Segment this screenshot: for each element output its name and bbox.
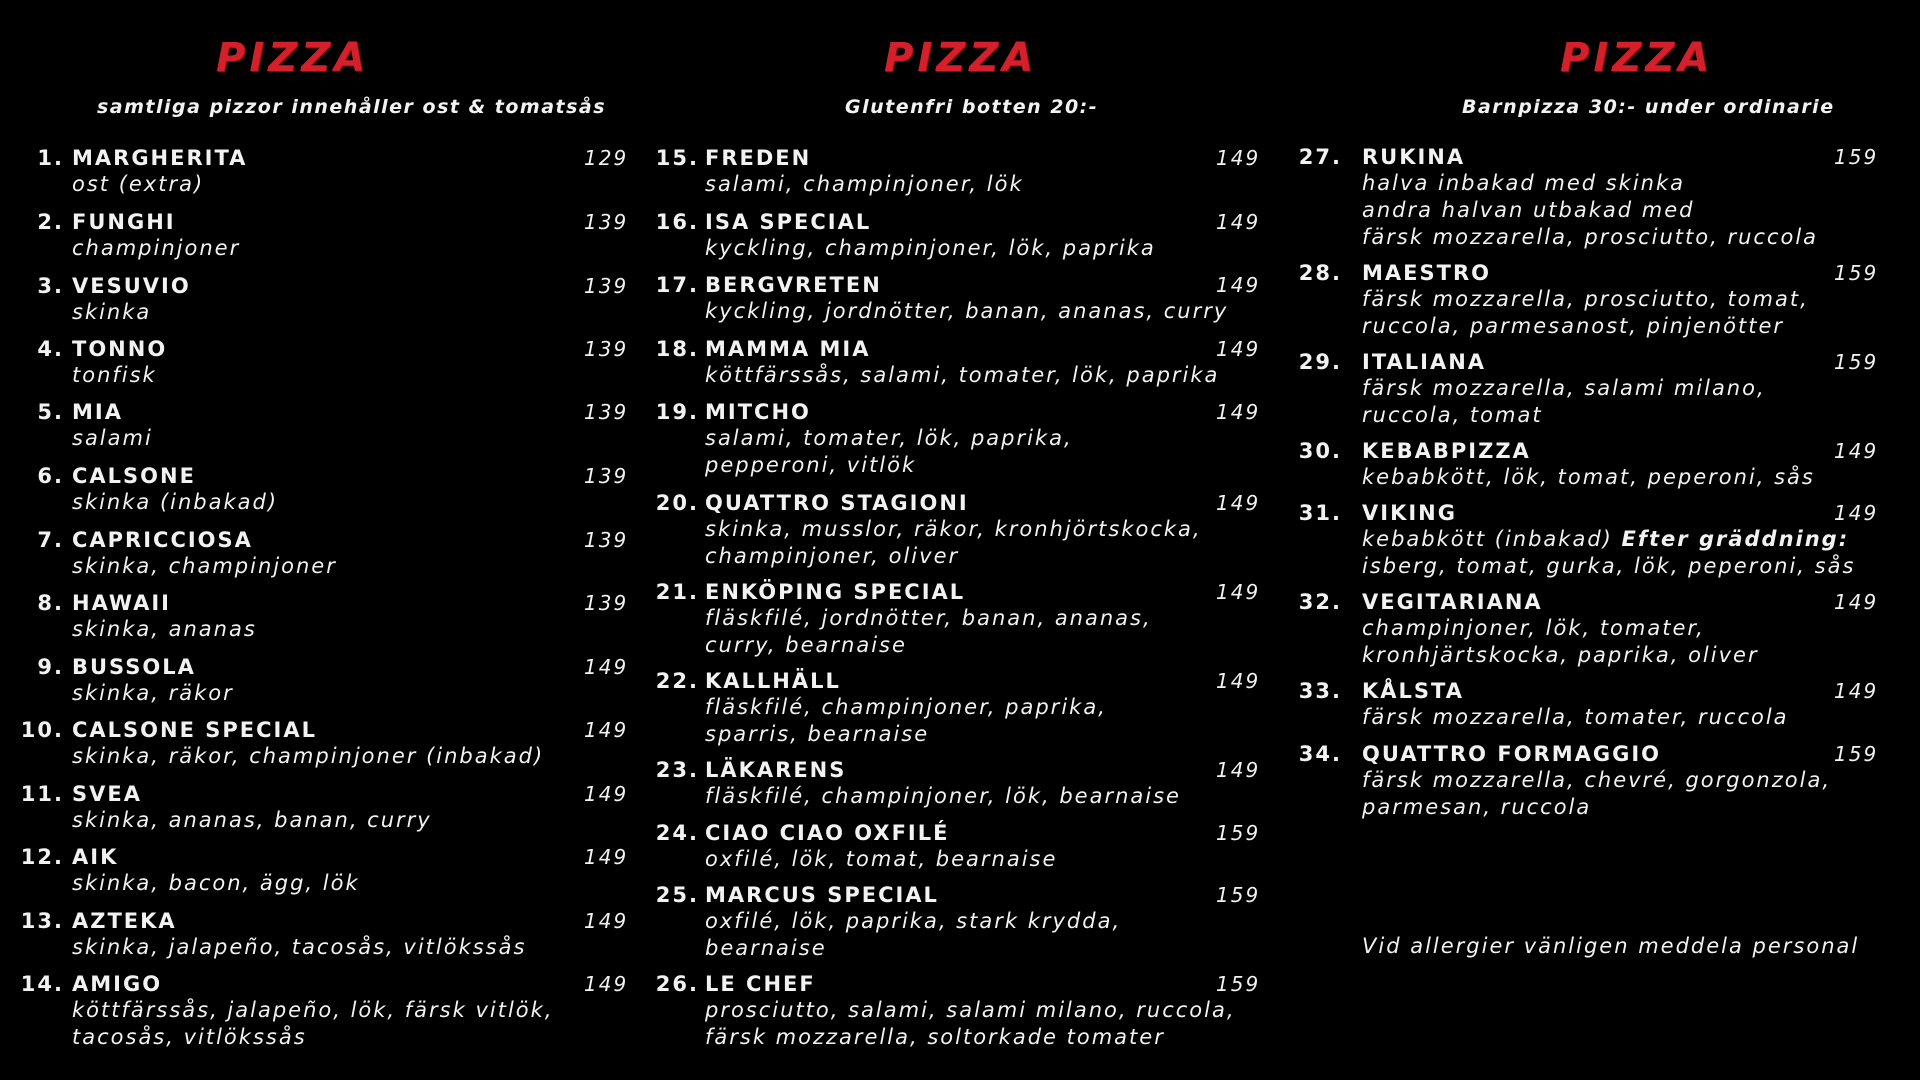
- menu-item: [0, 716, 640, 768]
- item-description: [1362, 526, 1855, 580]
- item-name: LÄKARENS: [705, 758, 847, 782]
- item-price: 139: [584, 274, 629, 298]
- menu-item: [1280, 677, 1920, 729]
- column-heading: PIZZA: [216, 35, 370, 81]
- menu-item: [640, 578, 1280, 657]
- item-name: HAWAII: [72, 591, 171, 615]
- item-name: VIKING: [1362, 501, 1457, 525]
- item-name: KALLHÄLL: [705, 669, 841, 693]
- item-description: kyckling, jordnötter, banan, ananas, curry: [705, 299, 1229, 323]
- item-number: 20.: [655, 491, 699, 515]
- menu-item: [0, 335, 640, 387]
- item-description: champinjoner: [72, 236, 241, 260]
- menu-item: [640, 819, 1280, 871]
- item-number: 11.: [20, 782, 64, 806]
- item-name: BUSSOLA: [72, 655, 196, 679]
- item-price: 149: [1216, 146, 1261, 170]
- item-description: fläskfilé, champinjoner, lök, bearnaise: [705, 784, 1181, 808]
- item-number: 9.: [37, 655, 64, 679]
- item-description: oxfilé, lök, tomat, bearnaise: [705, 847, 1058, 871]
- item-description: salami, champinjoner, lök: [705, 172, 1024, 196]
- item-description: färsk mozzarella, prosciutto, tomat, ruccola, parmesanost, pinjenötter: [1362, 287, 1809, 338]
- item-price: 149: [1216, 491, 1261, 515]
- item-name: VESUVIO: [72, 274, 191, 298]
- item-price: 139: [584, 464, 629, 488]
- item-price: 149: [584, 845, 629, 869]
- item-name: MAMMA MIA: [705, 337, 871, 361]
- item-description: färsk mozzarella, tomater, ruccola: [1362, 705, 1789, 729]
- item-price: 129: [584, 146, 629, 170]
- item-number: 2.: [37, 210, 64, 234]
- column-subheading: samtliga pizzor innehåller ost & tomatsås: [97, 96, 607, 118]
- item-number: 6.: [37, 464, 64, 488]
- item-description: färsk mozzarella, salami milano, ruccola, tomat: [1362, 376, 1766, 427]
- item-name: MARCUS SPECIAL: [705, 883, 939, 907]
- item-number: 31.: [1298, 501, 1342, 525]
- menu-item: [0, 272, 640, 324]
- item-number: 34.: [1298, 742, 1342, 766]
- menu-item: [640, 144, 1280, 196]
- item-price: 149: [1216, 210, 1261, 234]
- menu-item: [0, 589, 640, 641]
- item-name: CALSONE SPECIAL: [72, 718, 317, 742]
- item-price: 149: [1834, 590, 1879, 614]
- item-description: skinka, bacon, ägg, lök: [72, 871, 360, 895]
- menu-item: [0, 526, 640, 578]
- item-price: 149: [1216, 580, 1261, 604]
- item-description: skinka, musslor, räkor, kronhjörtskocka, champinjoner, oliver: [705, 517, 1202, 568]
- item-price: 159: [1834, 145, 1879, 169]
- item-description: skinka (inbakad): [72, 490, 279, 514]
- item-name: VEGITARIANA: [1362, 590, 1543, 614]
- item-description: champinjoner, lök, tomater, kronhjärtskocka, paprika, oliver: [1362, 616, 1759, 667]
- item-price: 149: [1834, 679, 1879, 703]
- item-number: 18.: [655, 337, 699, 361]
- item-number: 22.: [655, 669, 699, 693]
- item-price: 139: [584, 210, 629, 234]
- item-number: 25.: [655, 883, 699, 907]
- item-name: QUATTRO FORMAGGIO: [1362, 742, 1662, 766]
- item-number: 33.: [1298, 679, 1342, 703]
- menu-item: [640, 881, 1280, 960]
- column-subheading: Glutenfri botten 20:-: [845, 96, 1099, 118]
- item-description: skinka: [72, 300, 152, 324]
- item-name: AIK: [72, 845, 119, 869]
- item-name: AZTEKA: [72, 909, 177, 933]
- item-description: ost (extra): [72, 172, 205, 196]
- item-price: 159: [1834, 742, 1879, 766]
- item-number: 5.: [37, 400, 64, 424]
- item-name: AMIGO: [72, 972, 163, 996]
- item-number: 27.: [1298, 145, 1342, 169]
- item-description: skinka, ananas: [72, 617, 257, 641]
- menu-item: [640, 398, 1280, 477]
- item-price: 139: [584, 528, 629, 552]
- menu-item: [640, 756, 1280, 808]
- menu-item: [1280, 499, 1920, 578]
- allergy-note: Vid allergier vänligen meddela personal: [1362, 934, 1860, 958]
- column-heading: PIZZA: [1560, 35, 1714, 81]
- item-description: skinka, ananas, banan, curry: [72, 808, 432, 832]
- item-description: skinka, räkor, champinjoner (inbakad): [72, 744, 545, 768]
- item-price: 139: [584, 591, 629, 615]
- item-name: MITCHO: [705, 400, 811, 424]
- item-price: 149: [584, 718, 629, 742]
- item-description: oxfilé, lök, paprika, stark krydda, bearnaise: [705, 909, 1122, 960]
- item-number: 32.: [1298, 590, 1342, 614]
- menu-item: [640, 667, 1280, 746]
- item-price: 149: [584, 655, 629, 679]
- column-subheading: Barnpizza 30:- under ordinarie: [1462, 96, 1835, 118]
- item-number: 19.: [655, 400, 699, 424]
- item-description: färsk mozzarella, chevré, gorgonzola, parmesan, ruccola: [1362, 768, 1831, 819]
- item-number: 24.: [655, 821, 699, 845]
- item-number: 13.: [20, 909, 64, 933]
- item-number: 28.: [1298, 261, 1342, 285]
- desc-part: isberg, tomat, gurka, lök, peperoni, sås: [1362, 554, 1856, 578]
- item-price: 159: [1834, 350, 1879, 374]
- item-price: 149: [1216, 273, 1261, 297]
- menu-item: [0, 907, 640, 959]
- item-price: 159: [1216, 883, 1261, 907]
- menu-item: [0, 843, 640, 895]
- item-price: 149: [1834, 439, 1879, 463]
- item-description: skinka, jalapeño, tacosås, vitlökssås: [72, 935, 527, 959]
- item-price: 149: [1834, 501, 1879, 525]
- menu-item: [640, 271, 1280, 323]
- item-price: 149: [1216, 400, 1261, 424]
- item-name: CIAO CIAO OXFILÉ: [705, 821, 950, 845]
- item-description: prosciutto, salami, salami milano, ruccola, färsk mozzarella, soltorkade tomater: [705, 998, 1236, 1049]
- menu-item: [0, 208, 640, 260]
- item-price: 149: [584, 782, 629, 806]
- item-number: 30.: [1298, 439, 1342, 463]
- item-number: 10.: [20, 718, 64, 742]
- item-name: CALSONE: [72, 464, 196, 488]
- item-name: FUNGHI: [72, 210, 176, 234]
- item-name: RUKINA: [1362, 145, 1466, 169]
- item-description: kebabkött, lök, tomat, peperoni, sås: [1362, 465, 1815, 489]
- menu-item: [1280, 588, 1920, 667]
- item-number: 3.: [37, 274, 64, 298]
- item-name: MARGHERITA: [72, 146, 248, 170]
- item-description: köttfärssås, salami, tomater, lök, paprika: [705, 363, 1220, 387]
- item-number: 7.: [37, 528, 64, 552]
- item-name: TONNO: [72, 337, 168, 361]
- item-name: MAESTRO: [1362, 261, 1491, 285]
- item-number: 29.: [1298, 350, 1342, 374]
- menu-item: [1280, 740, 1920, 819]
- column-heading: PIZZA: [884, 35, 1038, 81]
- menu-item: [640, 970, 1280, 1049]
- item-description: kyckling, champinjoner, lök, paprika: [705, 236, 1156, 260]
- item-price: 149: [584, 909, 629, 933]
- item-name: KEBABPIZZA: [1362, 439, 1531, 463]
- item-price: 159: [1216, 821, 1261, 845]
- item-number: 12.: [20, 845, 64, 869]
- item-number: 4.: [37, 337, 64, 361]
- item-name: ENKÖPING SPECIAL: [705, 580, 966, 604]
- item-number: 17.: [655, 273, 699, 297]
- menu-item: [1280, 348, 1920, 427]
- item-description: fläskfilé, champinjoner, paprika, sparris, bearnaise: [705, 695, 1107, 746]
- menu-item: [0, 970, 640, 1049]
- item-price: 149: [1216, 758, 1261, 782]
- item-description: salami, tomater, lök, paprika, pepperoni, vitlök: [705, 426, 1073, 477]
- item-description: fläskfilé, jordnötter, banan, ananas, curry, bearnaise: [705, 606, 1152, 657]
- menu-item: [640, 335, 1280, 387]
- desc-emphasis: Efter gräddning:: [1621, 527, 1850, 551]
- item-description: halva inbakad med skinka andra halvan utbakad med färsk mozzarella, prosciutto, ruccola: [1362, 171, 1819, 249]
- item-description: salami: [72, 426, 153, 450]
- item-price: 139: [584, 400, 629, 424]
- menu-item: [1280, 143, 1920, 249]
- item-name: CAPRICCIOSA: [72, 528, 253, 552]
- menu-item: [640, 489, 1280, 568]
- item-name: QUATTRO STAGIONI: [705, 491, 969, 515]
- item-description: tonfisk: [72, 363, 157, 387]
- item-name: ISA SPECIAL: [705, 210, 872, 234]
- item-description: skinka, räkor: [72, 681, 234, 705]
- menu-item: [0, 144, 640, 196]
- item-name: ITALIANA: [1362, 350, 1487, 374]
- item-price: 159: [1834, 261, 1879, 285]
- menu-item: [1280, 437, 1920, 489]
- item-price: 149: [584, 972, 629, 996]
- item-price: 149: [1216, 337, 1261, 361]
- item-description: skinka, champinjoner: [72, 554, 337, 578]
- menu-item: [0, 780, 640, 832]
- item-price: 149: [1216, 669, 1261, 693]
- item-number: 1.: [37, 146, 64, 170]
- item-price: 139: [584, 337, 629, 361]
- menu-item: [640, 208, 1280, 260]
- item-number: 21.: [655, 580, 699, 604]
- item-description: köttfärssås, jalapeño, lök, färsk vitlök, tacosås, vitlökssås: [72, 998, 554, 1049]
- item-price: 159: [1216, 972, 1261, 996]
- item-name: MIA: [72, 400, 123, 424]
- desc-part: kebabkött (inbakad): [1362, 527, 1622, 551]
- item-name: FREDEN: [705, 146, 812, 170]
- menu-item: [0, 398, 640, 450]
- item-number: 14.: [20, 972, 64, 996]
- menu-item: [1280, 259, 1920, 338]
- item-name: BERGVRETEN: [705, 273, 882, 297]
- item-number: 26.: [655, 972, 699, 996]
- item-number: 15.: [655, 146, 699, 170]
- item-name: KÅLSTA: [1362, 679, 1464, 703]
- menu-item: [0, 653, 640, 705]
- item-number: 16.: [655, 210, 699, 234]
- menu-item: [0, 462, 640, 514]
- item-name: LE CHEF: [705, 972, 816, 996]
- item-number: 23.: [655, 758, 699, 782]
- item-number: 8.: [37, 591, 64, 615]
- item-name: SVEA: [72, 782, 142, 806]
